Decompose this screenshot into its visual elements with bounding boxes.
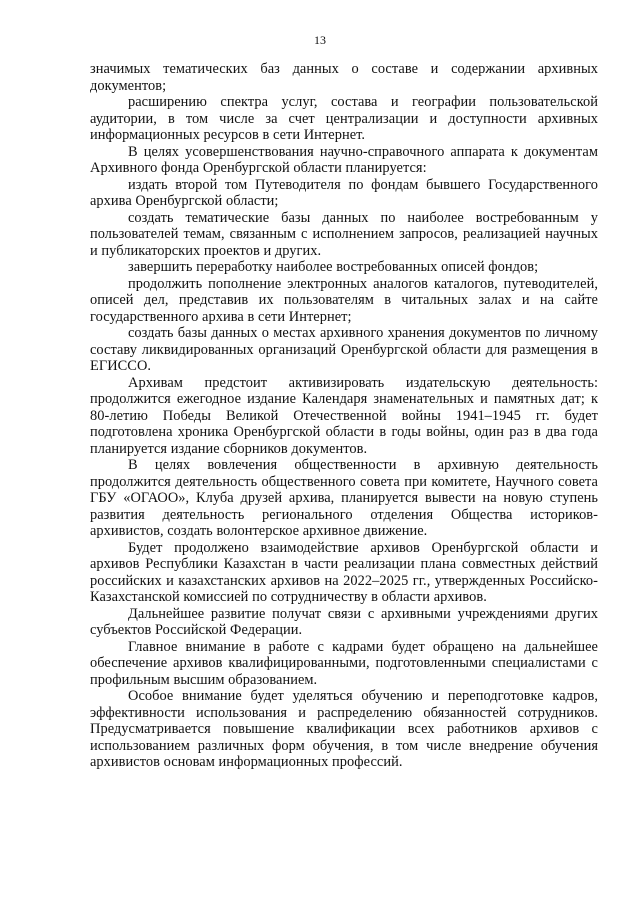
paragraph: создать тематические базы данных по наиболее востребованным у пользователей темам, связанным с исполнением запросов, реализацией научных и публикаторских проектов и других. — [90, 209, 598, 259]
paragraph: Особое внимание будет уделяться обучению и переподготовке кадров, эффективности использования и распределению обязанностей сотрудников. Предусматривается повышение квалификации всех работников архивов с использованием различных форм обучения, в том числе внедрение обучения архивистов основам информационных профессий. — [90, 688, 598, 770]
paragraph: В целях вовлечения общественности в архивную деятельность продолжится деятельность общественного совета при комитете, Научного совета ГБУ «ОГАОО», Клуба друзей архива, планируется вывести на новую ступень развития деятельность регионального отделения Общества историков-архивистов, создать волонтерское архивное движение. — [90, 457, 598, 539]
paragraph: расширению спектра услуг, состава и географии пользовательской аудитории, в том числе за счет централизации и доступности архивных информационных ресурсов в сети Интернет. — [90, 94, 598, 143]
paragraph: продолжить пополнение электронных аналогов каталогов, путеводителей, описей дел, представив их пользователям в читальных залах и на сайте государственного архива в сети Интернет; — [90, 275, 598, 325]
page-number: 13 — [314, 33, 326, 47]
paragraph: завершить переработку наиболее востребованных описей фондов; — [128, 259, 539, 275]
paragraph: Будет продолжено взаимодействие архивов Оренбургской области и архивов Республики Казахстан в части реализации плана совместных действий российских и казахстанских архивов на 2022–2025 гг., утвержденных Российско-Казахстанской комиссией по сотрудничеству в области архивов. — [90, 539, 598, 605]
paragraph: Главное внимание в работе с кадрами будет обращено на дальнейшее обеспечение архивов квалифицированными, подготовленными специалистами с профильным высшим образованием. — [90, 638, 598, 688]
paragraph-continuation: значимых тематических баз данных о составе и содержании архивных документов; — [90, 61, 598, 94]
paragraph: Архивам предстоит активизировать издательскую деятельность: продолжится ежегодное издание Календаря знаменательных и памятных дат; к 80-летию Победы Великой Отечественной войны 1941–1945 гг. будет подготовлена хроника Оренбургской области в годы войны, один раз в два года планируется издание сборников документов. — [90, 374, 598, 457]
document-body — [90, 61, 598, 771]
paragraph: издать второй том Путеводителя по фондам бывшего Государственного архива Оренбургской области; — [90, 176, 598, 209]
paragraph: Дальнейшее развитие получат связи с архивными учреждениями других субъектов Российской Федерации. — [90, 605, 598, 638]
paragraph: В целях усовершенствования научно-справочного аппарата к документам Архивного фонда Оренбургской области планируется: — [90, 143, 598, 176]
paragraph: создать базы данных о местах архивного хранения документов по личному составу ликвидированных организаций Оренбургской области для размещения в ЕГИССО. — [90, 325, 598, 374]
